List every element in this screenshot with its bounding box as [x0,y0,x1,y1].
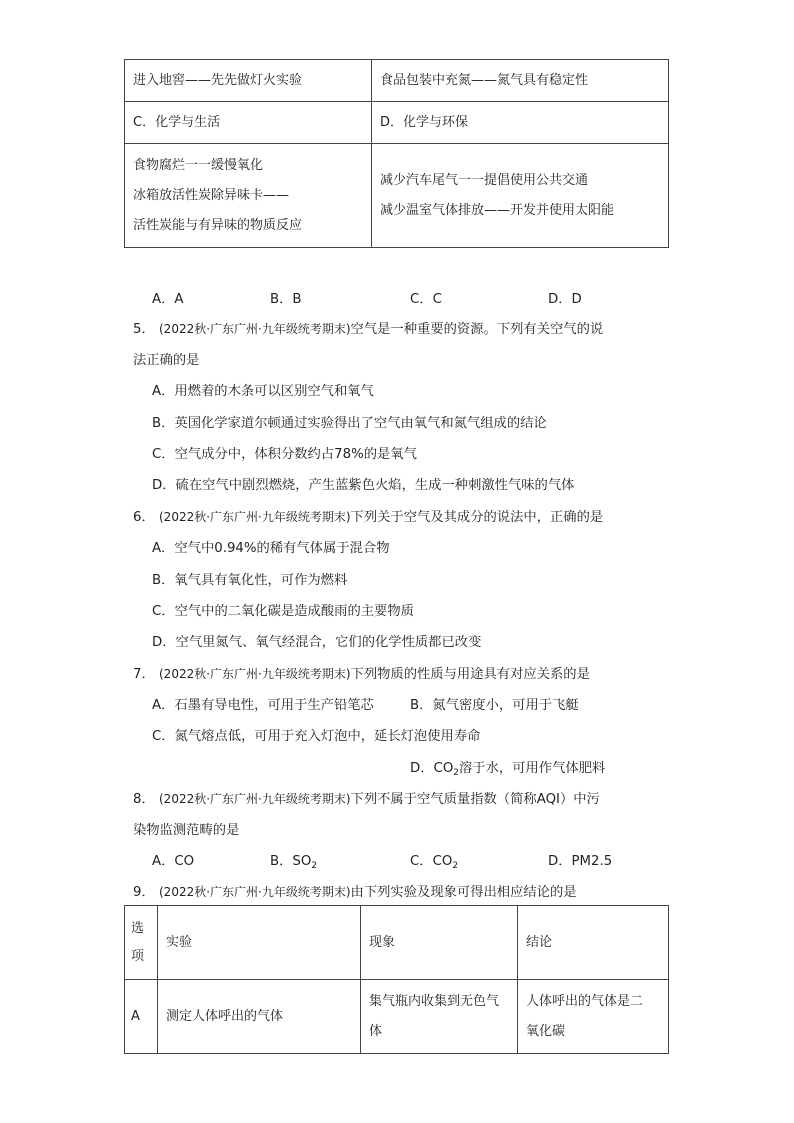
cell-r3c1 [125,144,372,248]
cell-r3c2-line1: 减少汽车尾气一一提倡使用公共交通 [380,172,589,188]
q4-option-b: B．B [270,292,302,307]
q5-option-a: A．用燃着的木条可以区别空气和氧气 [152,384,374,399]
q7-stem1: 下列物质的性质与用途具有对应关系的是 [350,667,590,682]
q7-option-a: A．石墨有导电性，可用于生产铅笔芯 [152,698,374,713]
q9-row-a-conclusion [518,980,669,1054]
q9-header-option-line1: 选 [131,920,145,936]
q5-stem1: 空气是一种重要的资源。下列有关空气的说 [350,322,604,337]
q7-option-b: B．氮气密度小，可用于飞艇 [410,698,579,713]
q9-number: 9． [133,885,155,900]
q8-option-c-sub: 2 [452,861,459,871]
q6-option-a: A．空气中0.94%的稀有气体属于混合物 [152,541,390,556]
q9-stem-line1 [133,881,577,900]
cell-r3c1-line3: 活性炭能与有异味的物质反应 [133,217,303,233]
q9-header-conclusion: 结论 [518,906,669,980]
q4-option-c: C．C [410,292,442,307]
q9-row-a-conclusion-line2: 氧化碳 [526,1023,566,1039]
q9-row-a-phenomenon-line1: 集气瓶内收集到无色气 [369,993,500,1009]
q4-option-d: D．D [548,292,582,307]
q7-option-d-pre: D．CO [410,761,454,776]
cell-r3c1-line2: 冰箱放活性炭除异味卡—— [133,187,290,203]
q8-stem-line2: 染物监测范畴的是 [133,823,240,838]
q6-stem-line1 [133,506,603,525]
q4-option-a: A．A [152,292,184,307]
q7-stem-line1 [133,663,590,682]
q7-number: 7． [133,667,155,682]
q6-option-d: D．空气里氮气、氧气经混合，它们的化学性质都已改变 [152,635,482,650]
top-table [124,59,669,248]
q5-stem-line1 [133,318,603,337]
q9-source: (2022秋·广东广州·九年级统考期末) [159,885,351,899]
cell-r3c2-line2: 减少温室气体排放——开发并使用太阳能 [380,202,615,218]
q9-header-experiment: 实验 [158,906,361,980]
q8-stem1: 下列不属于空气质量指数（简称AQI）中污 [350,792,600,807]
q9-header-option [125,906,158,980]
cell-r3c1-line1: 食物腐烂一一缓慢氧化 [133,157,264,173]
q5-option-d: D．硫在空气中剧烈燃烧，产生蓝紫色火焰，生成一种刺激性气味的气体 [152,478,575,493]
q8-option-d: D．PM2.5 [548,854,613,869]
q8-option-b-pre: B．SO [270,854,312,869]
q7-option-c: C．氮气熔点低，可用于充入灯泡中，延长灯泡使用寿命 [152,729,481,744]
q9-row-a-option: A [125,980,158,1054]
q6-number: 6． [133,510,155,525]
q8-source: (2022秋·广东广州·九年级统考期末) [159,792,351,806]
cell-r3c2 [372,144,669,248]
q6-option-c: C．空气中的二氧化碳是造成酸雨的主要物质 [152,604,414,619]
cell-r1c2: 食品包装中充氮——氮气具有稳定性 [372,60,669,102]
q8-number: 8． [133,792,155,807]
q7-option-d [410,757,605,778]
q8-option-b-sub: 2 [311,861,318,871]
q9-header-phenomenon: 现象 [361,906,518,980]
q9-header-option-line2: 项 [131,948,145,964]
q5-stem-line2: 法正确的是 [133,353,200,368]
q9-table [124,905,669,1054]
q7-source: (2022秋·广东广州·九年级统考期末) [159,667,351,681]
q5-option-b: B．英国化学家道尔顿通过实验得出了空气由氧气和氮气组成的结论 [152,416,547,431]
cell-r2c1: C．化学与生活 [125,102,372,144]
q7-option-d-sub: 2 [453,768,460,778]
q6-stem1: 下列关于空气及其成分的说法中，正确的是 [350,510,604,525]
q9-row-a-conclusion-line1: 人体呼出的气体是二 [526,993,644,1009]
q7-option-d-post: 溶于水，可用作气体肥料 [459,761,606,776]
q5-option-c: C．空气成分中，体积分数约占78%的是氧气 [152,447,417,462]
q5-source: (2022秋·广东广州·九年级统考期末) [159,322,351,336]
q8-option-c-pre: C．CO [410,854,453,869]
q6-option-b: B．氧气具有氧化性，可作为燃料 [152,573,348,588]
q8-option-a: A．CO [152,854,195,869]
q5-number: 5． [133,322,155,337]
cell-r1c1: 进入地窖——先先做灯火实验 [125,60,372,102]
q6-source: (2022秋·广东广州·九年级统考期末) [159,510,351,524]
q9-row-a-experiment: 测定人体呼出的气体 [158,980,361,1054]
q8-stem-line1 [133,788,600,807]
q9-row-a-phenomenon [361,980,518,1054]
cell-r2c2: D．化学与环保 [372,102,669,144]
q9-row-a-phenomenon-line2: 体 [369,1023,383,1039]
q8-option-c [410,850,458,871]
q9-stem1: 由下列实验及现象可得出相应结论的是 [350,885,577,900]
q8-option-b [270,850,317,871]
